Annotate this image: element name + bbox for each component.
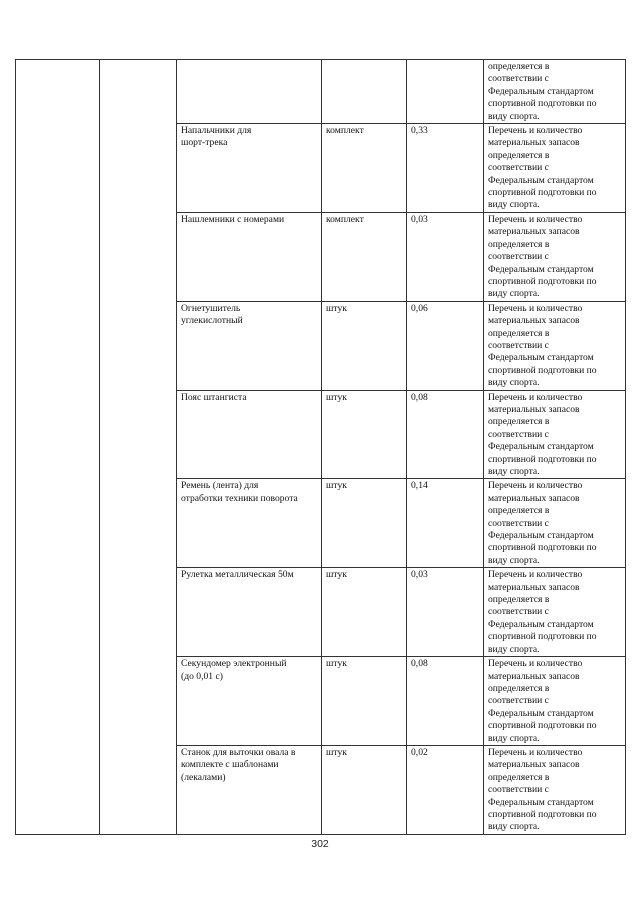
cell-qty [407,60,484,124]
cell-name [177,301,322,390]
item-name-text: Станок для выточки овала в комплекте с шаблонами (лекалами) [181,746,296,783]
quantity-text: 0,03 [411,569,428,581]
cell-unit [322,212,407,301]
cell-unit [322,60,407,124]
cell-note [484,479,626,568]
page-number: 302 [311,838,329,850]
cell-unit [322,568,407,657]
cell-qty [407,212,484,301]
item-name-text: Ремень (лента) для отработки техники поворота [181,480,298,504]
cell-qty [407,568,484,657]
item-name-text: Пояс штангиста [181,391,247,403]
cell-note [484,390,626,479]
cell-note [484,212,626,301]
quantity-text: 0,02 [411,746,428,758]
unit-text: штук [326,658,347,670]
cell-qty [407,657,484,746]
quantity-text: 0,08 [411,391,428,403]
quantity-text: 0,03 [411,213,428,225]
note-text: Перечень и количество материальных запасов определяется в соответствии с Федеральным стандартом спортивной подготовки по виду спорта. [488,569,597,655]
equipment-table-body [16,60,626,835]
item-name-text: Огнетушитель углекислотный [181,302,243,327]
equipment-table [15,59,626,835]
cell-note [484,657,626,746]
item-name-text: Нашлемники с номерами [181,213,285,225]
cell-name [177,745,322,834]
unit-text: штук [326,480,347,492]
cell-qty [407,745,484,834]
cell-name [177,60,322,124]
item-name-text: Напальчники для шорт-трека [181,125,252,149]
cell-unit [322,745,407,834]
merged-column-2 [100,60,177,835]
unit-text: комплект [326,213,364,225]
cell-name [177,212,322,301]
cell-qty [407,390,484,479]
cell-unit [322,479,407,568]
cell-note [484,124,626,213]
note-text: Перечень и количество материальных запасов определяется в соответствии с Федеральным стандартом спортивной подготовки по виду спорта. [488,746,597,833]
item-name-text: Секундомер электронный (до 0,01 с) [181,658,287,682]
unit-text: штук [326,302,347,314]
unit-text: штук [326,569,347,581]
note-text: Перечень и количество материальных запасов определяется в соответствии с Федеральным стандартом спортивной подготовки по виду спорта. [488,658,597,744]
cell-unit [322,124,407,213]
unit-text: комплект [326,125,364,137]
item-name-text: Рулетка металлическая 50м [181,569,294,581]
cell-qty [407,479,484,568]
cell-note [484,568,626,657]
cell-name [177,479,322,568]
note-text: Перечень и количество материальных запасов определяется в соответствии с Федеральным стандартом спортивной подготовки по виду спорта. [488,213,597,300]
cell-unit [322,301,407,390]
note-text: Перечень и количество материальных запасов определяется в соответствии с Федеральным стандартом спортивной подготовки по виду спорта. [488,480,597,566]
unit-text: штук [326,391,347,403]
note-text: Перечень и количество материальных запасов определяется в соответствии с Федеральным стандартом спортивной подготовки по виду спорта. [488,302,597,389]
cell-note [484,745,626,834]
cell-unit [322,390,407,479]
cell-note [484,60,626,124]
unit-text: штук [326,746,347,758]
note-text: определяется в соответствии с Федеральным стандартом спортивной подготовки по виду спорта. [488,61,597,122]
note-text: Перечень и количество материальных запасов определяется в соответствии с Федеральным стандартом спортивной подготовки по виду спорта. [488,391,597,477]
cell-note [484,301,626,390]
table-row-continuation [16,60,626,124]
cell-unit [322,657,407,746]
note-text: Перечень и количество материальных запасов определяется в соответствии с Федеральным стандартом спортивной подготовки по виду спорта. [488,125,597,211]
quantity-text: 0,33 [411,125,428,137]
cell-name [177,657,322,746]
cell-qty [407,301,484,390]
cell-name [177,568,322,657]
cell-qty [407,124,484,213]
cell-name [177,390,322,479]
cell-name [177,124,322,213]
quantity-text: 0,08 [411,658,428,670]
quantity-text: 0,06 [411,302,428,314]
quantity-text: 0,14 [411,480,428,492]
merged-column-1 [16,60,100,835]
